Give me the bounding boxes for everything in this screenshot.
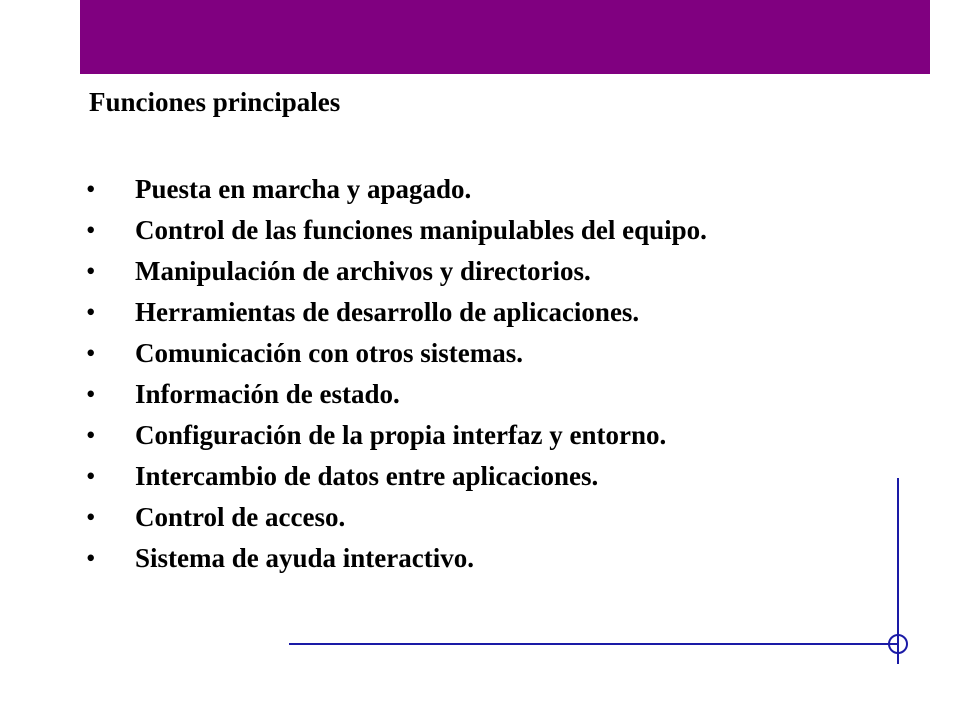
bullet-icon: • (86, 338, 96, 368)
bullet-icon: • (86, 215, 96, 245)
list-item (86, 210, 707, 251)
list-item (86, 251, 707, 292)
slide-title: Funciones principales (89, 87, 341, 117)
list-item-label: Intercambio de datos entre aplicaciones. (135, 461, 599, 491)
bullet-icon: • (86, 174, 96, 204)
list-item-label: Herramientas de desarrollo de aplicaciones. (135, 297, 640, 327)
list-item-label: Comunicación con otros sistemas. (135, 338, 523, 368)
list-item (86, 292, 707, 333)
list-item-label: Control de acceso. (135, 502, 346, 532)
bullet-icon: • (86, 256, 96, 286)
list-item (86, 538, 707, 579)
bullet-icon: • (86, 420, 96, 450)
list-item (86, 169, 707, 210)
list-item-label: Manipulación de archivos y directorios. (135, 256, 591, 286)
list-item (86, 374, 707, 415)
header-bar (80, 0, 930, 74)
list-item (86, 497, 707, 538)
list-item (86, 333, 707, 374)
list-item-label: Configuración de la propia interfaz y entorno. (135, 420, 667, 450)
bullet-icon: • (86, 543, 96, 573)
crosshair-circle-icon (889, 635, 907, 653)
list-item-label: Información de estado. (135, 379, 400, 409)
bullet-icon: • (86, 461, 96, 491)
list-item (86, 415, 707, 456)
list-item (86, 456, 707, 497)
bullet-icon: • (86, 379, 96, 409)
list-item-label: Sistema de ayuda interactivo. (135, 543, 474, 573)
list-item-label: Control de las funciones manipulables del equipo. (135, 215, 707, 245)
list-item-label: Puesta en marcha y apagado. (135, 174, 472, 204)
bullet-icon: • (86, 297, 96, 327)
bullet-list (86, 169, 707, 579)
bullet-icon: • (86, 502, 96, 532)
